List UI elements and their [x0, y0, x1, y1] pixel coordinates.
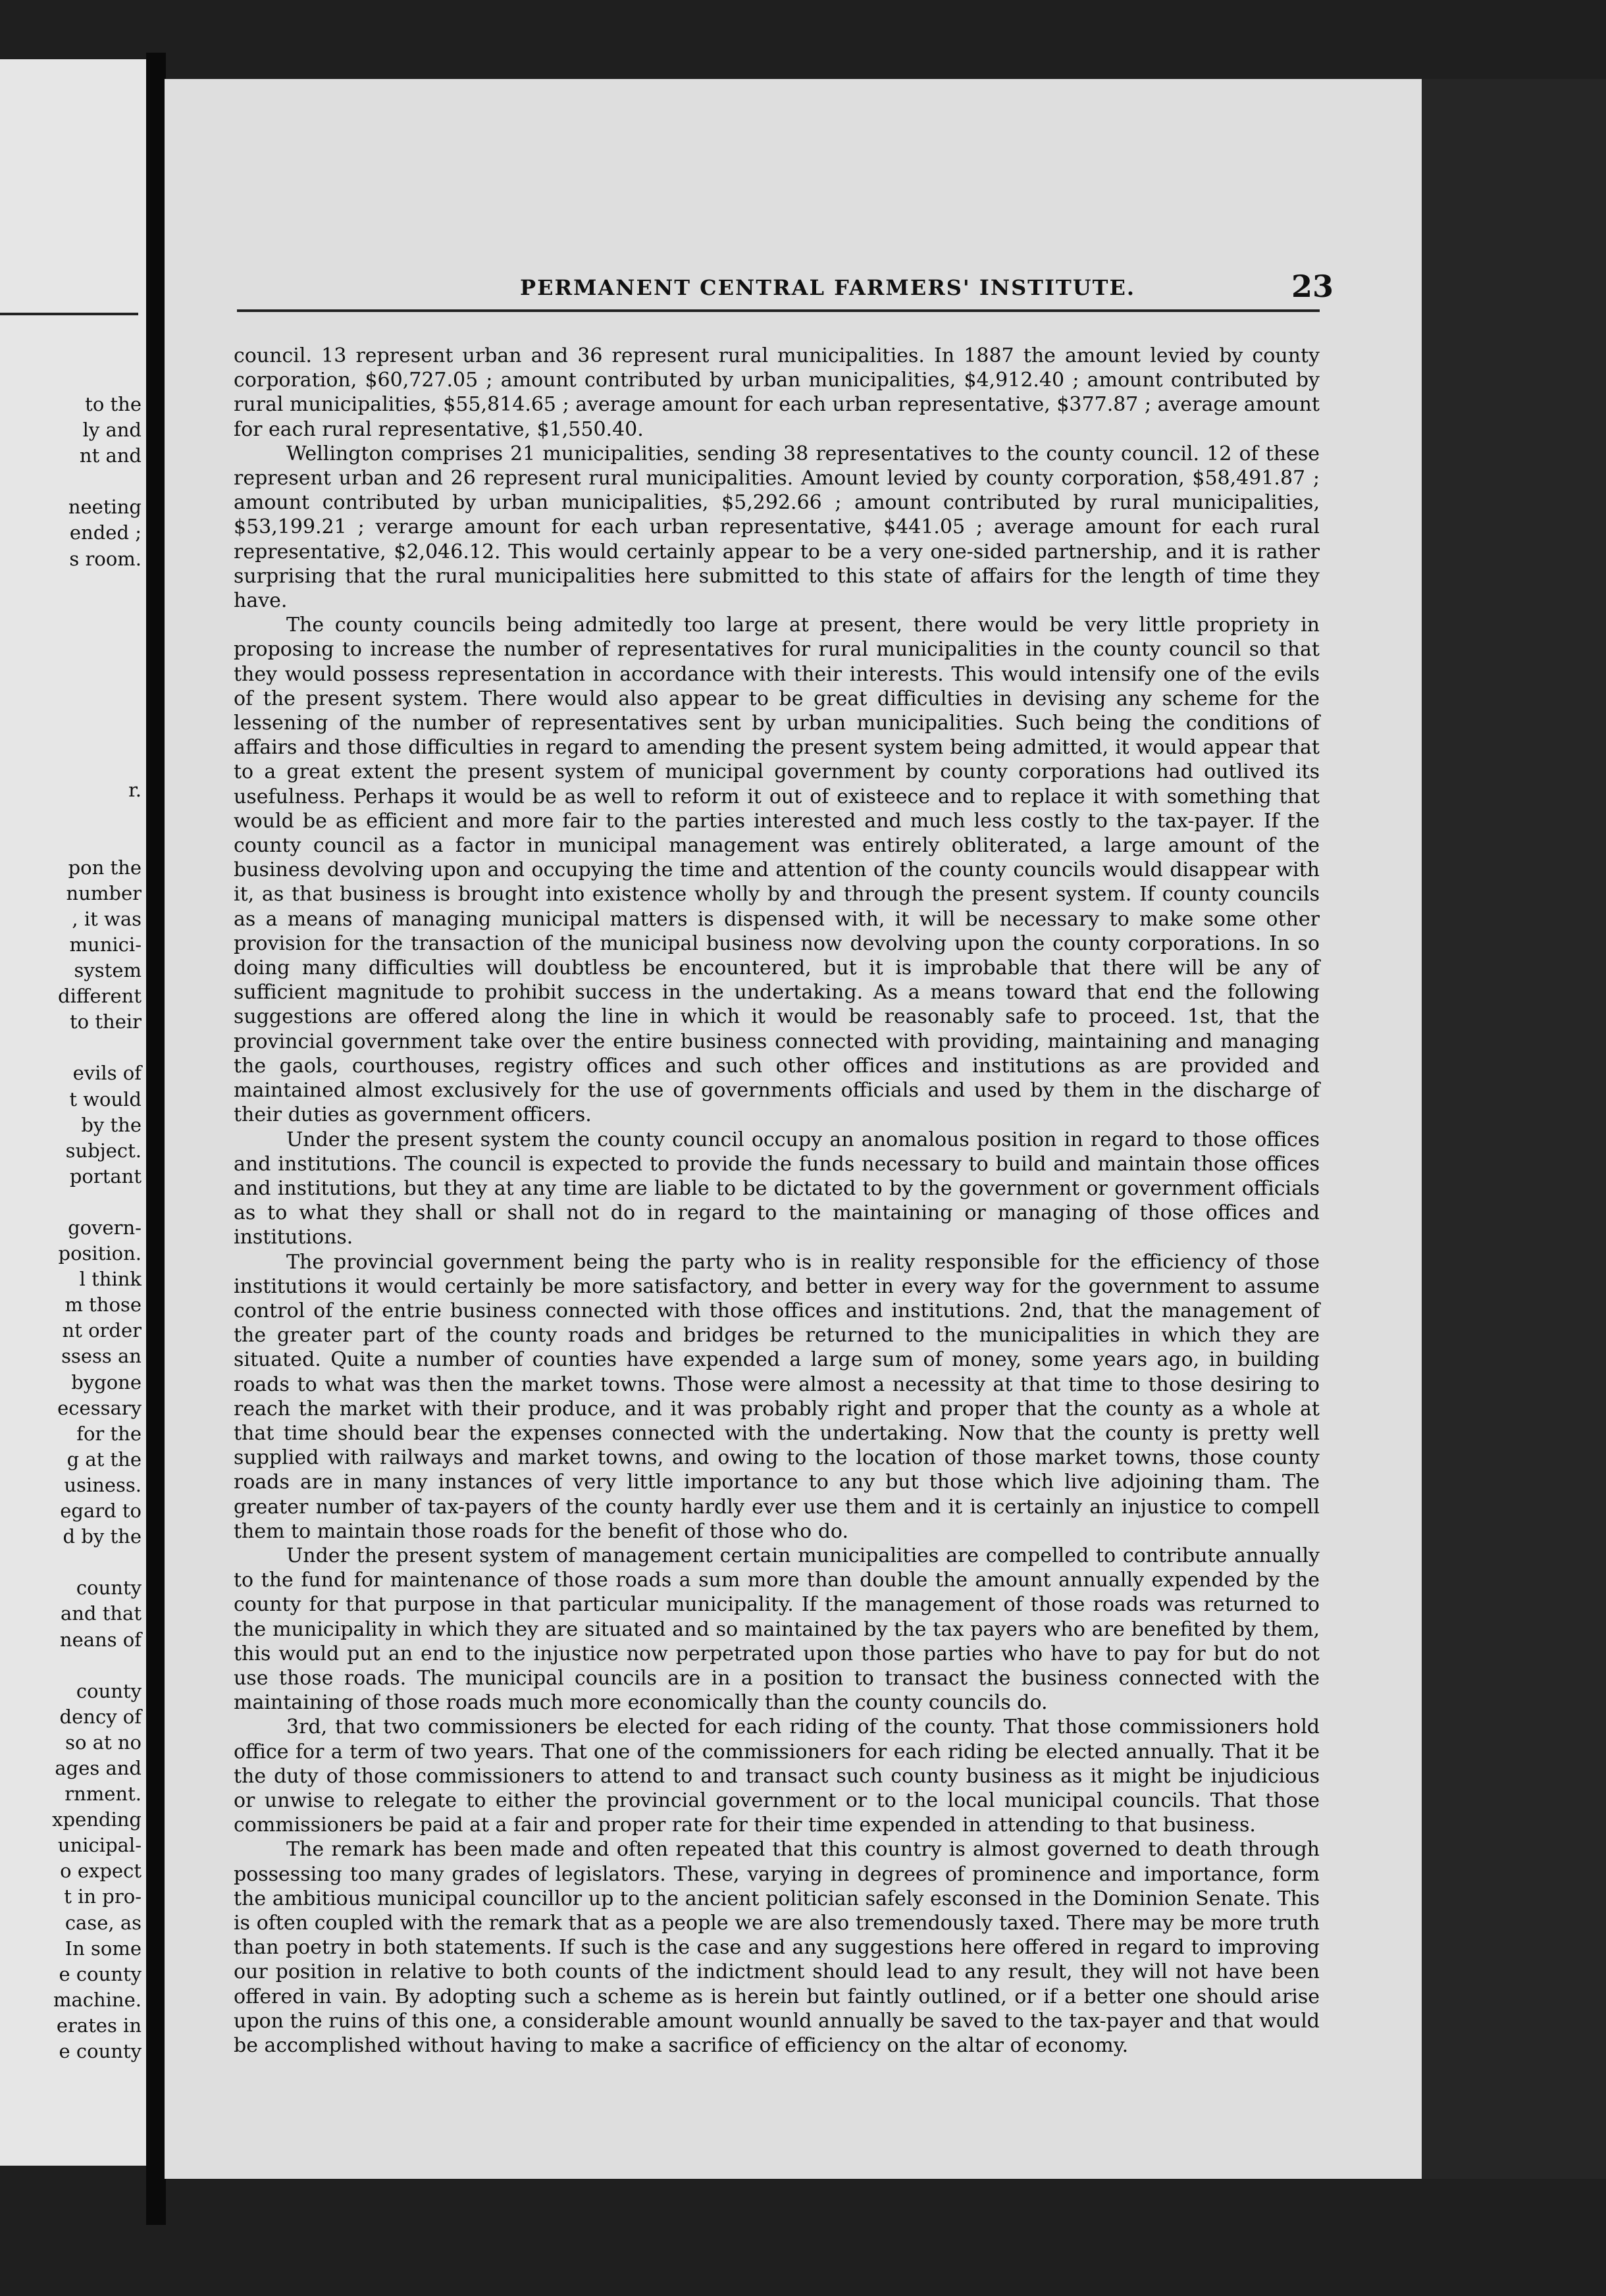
- left-page-line: ages and: [55, 1756, 142, 1779]
- left-page-line: evils of: [72, 1062, 142, 1085]
- paragraph: The provincial government being the party who is in reality responsible for the efficiency of those institutions it would certainly be more satisfactory, and better in every way for the government to assume control of the entrie business connected with those offices and institutions. 2nd, that the management of the greater part of the county roads and bridges be returned to the municipalities in which they are situated. Quite a number of counties have expended a large sum of money, some years ago, in building roads to what was then the market towns. Those were almost a necessity at that time to those desiring to reach the market with their produce, and it was probably right and proper that the county as a whole at that time should bear the expenses connected with the undertaking. Now that the county is pretty well supplied with railways and market towns, and owing to the location of those market towns, those county roads are in many instances of very little importance to any but those which live adjoining tham. The greater number of tax-payers of the county hardly ever use them and it is certainly an injustice to compell them to maintain those roads for the benefit of those who do.: [234, 1250, 1320, 1543]
- header-rule: [237, 309, 1320, 312]
- left-page-line: bygone: [71, 1370, 142, 1394]
- left-page-line: s room.: [69, 547, 142, 570]
- left-page-line: nt and: [79, 444, 142, 467]
- left-page-line: neeting: [68, 496, 142, 519]
- left-page-line: [0, 829, 142, 855]
- left-page-line: t would: [69, 1087, 142, 1110]
- left-page-line: [0, 1035, 142, 1060]
- left-page-line: [0, 1189, 142, 1215]
- left-page-line: [0, 649, 142, 675]
- paragraph: Under the present system the county council occupy an anomalous position in regard to those offices and institutions. The council is expected to provide the funds necessary to build and maintain those offices and institutions, but they at any time are liable to be dictated to by the government or government officials as to what they shall or shall not do in regard to the maintaining or managing of those offices and institutions.: [234, 1128, 1320, 1249]
- running-header: PERMANENT CENTRAL FARMERS' INSTITUTE.: [520, 275, 1136, 300]
- paragraph: The county councils being admitedly too large at present, there would be very little propriety in proposing to increase the number of representatives for rural municipalities in the county council so that they would possess representation in accordance with their interests. This would intensify one of the evils of the present system. There would also appear to be great difficulties in devising any scheme for the lessening of the number of representatives sent by urban municipalities. Such being the conditions of affairs and those difficulties in regard to amending the present system being admitted, it would appear that to a great extent the present system of municipal government by county corporations had outlived its usefulness. Perhaps it would be as well to reform it out of existeece and to replace it with something that would be as efficient and more fair to the parties interested and much less costly to the tax-payer. If the county council as a factor in municipal management was entirely obliterated, a large amount of the business devolving upon and occupying the time and attention of the county councils would disappear with it, as that business is brought into existence wholly by and through the present system. If county councils as a means of managing municipal matters is dispensed with, it will be necessary to make some other provision for the transaction of the municipal business now devolving upon the county corporations. In so doing many difficulties will doubtless be encountered, but it is improbable that there will be any of sufficient magnitude to prohibit success in the undertaking. As a means toward that end the following suggestions are offered along the line in which it would be reasonably safe to proceed. 1st, that the provincial government take over the entire business connected with providing, maintaining and managing the gaols, courthouses, registry offices and such other offices and institutions as are provided and maintained almost exclusively for the use of governments officials and used by them in the discharge of their duties as government officers.: [234, 613, 1320, 1127]
- left-page-line: [0, 804, 142, 829]
- left-page-line: l think: [79, 1268, 142, 1291]
- left-page-line: , it was: [72, 907, 142, 930]
- left-page-line: usiness.: [64, 1473, 142, 1496]
- left-page-line: e county: [59, 2040, 142, 2062]
- left-page-line: ly and: [82, 419, 142, 442]
- left-page-line: so at no: [65, 1731, 142, 1754]
- left-page-line: ecessary: [57, 1396, 142, 1419]
- left-page-line: e county: [59, 1962, 142, 1985]
- left-page-line: neans of: [59, 1628, 142, 1651]
- left-page-line: pon the: [68, 856, 142, 879]
- left-page: [0, 59, 148, 2166]
- left-page-line: [0, 598, 142, 623]
- left-page-line: [0, 700, 142, 726]
- left-page-line: In some: [65, 1937, 142, 1960]
- left-page-line: [0, 572, 142, 598]
- paragraph: 3rd, that two commissioners be elected for each riding of the county. That those commissioners hold office for a term of two years. That one of the commissioners for each riding be elected annually. That it be the duty of those commissioners to attend to and transact such county business as it might be injudicious or unwise to relegate to either the provincial government or to the local municipal councils. That those commissioners be paid at a fair and proper rate for their time expended in attending to that business.: [234, 1715, 1320, 1837]
- left-page-line: for the: [76, 1422, 142, 1445]
- left-page-line: [0, 1653, 142, 1679]
- page-number: 23: [1291, 269, 1334, 304]
- left-page-line: unicipal-: [57, 1834, 142, 1857]
- left-page-line: subject.: [65, 1139, 142, 1162]
- left-page-line: position.: [58, 1242, 142, 1265]
- left-page-line: m those: [65, 1293, 142, 1317]
- left-page-line: to their: [70, 1010, 142, 1033]
- left-page-line: o expect: [60, 1860, 142, 1883]
- paragraph: council. 13 represent urban and 36 represent rural municipalities. In 1887 the amount levied by county corporation, $60,727.05 ; amount contributed by urban municipalities, $4,912.40 ; amount contributed by rural municipalities, $55,814.65 ; average amount for each urban representative, $377.87 ; average amount for each rural representative, $1,550.40.: [234, 344, 1320, 441]
- left-page-line: t in pro-: [64, 1885, 142, 1908]
- left-page-line: ended ;: [69, 521, 142, 544]
- left-page-line: and that: [60, 1602, 142, 1625]
- paragraph: Under the present system of management certain municipalities are compelled to contribute annually to the fund for maintenance of those roads a sum more than double the amount annually expended by the county for that purpose in that particular municipality. If the management of those roads was returned to the municipality in which they are situated and so maintained by the tax payers who are benefited by them, this would put an end to the injustice now perpetrated upon those parties who have to pay for but do not use those roads. The municipal councils are in a position to transact the business connected with the maintaining of those roads much more economically than the county councils do.: [234, 1544, 1320, 1715]
- left-page-line: system: [74, 959, 142, 982]
- left-page-line: [0, 469, 142, 494]
- left-page-line: by the: [81, 1113, 142, 1136]
- page-gutter: [146, 53, 166, 2225]
- left-page-line: r.: [128, 779, 142, 802]
- left-page-line: county: [76, 1577, 142, 1600]
- left-page-line: erates in: [56, 2014, 142, 2037]
- left-page-line: county: [76, 1679, 142, 1702]
- left-page-line: nt order: [62, 1319, 142, 1342]
- left-page-line: xpending: [52, 1808, 142, 1831]
- left-page-line: machine.: [53, 1988, 142, 2011]
- left-page-line: [0, 1550, 142, 1575]
- left-page-line: portant: [69, 1164, 142, 1187]
- left-page-line: d by the: [63, 1525, 142, 1548]
- left-page-line: rnment.: [65, 1783, 142, 1806]
- left-page-line: different: [58, 985, 142, 1008]
- left-page-line: [0, 726, 142, 752]
- left-page-line: [0, 623, 142, 649]
- scan-border: [1422, 79, 1606, 2179]
- left-page-line: case, as: [65, 1911, 142, 1934]
- left-page-line: govern-: [68, 1216, 142, 1239]
- paragraph: The remark has been made and often repeated that this country is almost governed to death through possessing too many grades of legislators. These, varying in degrees of prominence and importance, form the ambitious municipal councillor up to the ancient politician safely esconsed in the Dominion Senate. This is often coupled with the remark that as a people we are also tremendously taxed. There may be more truth than poetry in both statements. If such is the case and any suggestions here offered in regard to improving our position in relative to both counts of the indictment should lead to any result, they will not have been offered in vain. By adopting such a scheme as is herein but faintly outlined, or if a better one should arise upon the ruins of this one, a considerable amount wounld annually be saved to the tax-payer and that would be accomplished without having to make a sacrifice of efficiency on the altar of economy.: [234, 1838, 1320, 2058]
- left-page-text-fragments: [0, 392, 142, 2064]
- left-page-line: [0, 675, 142, 700]
- body-text: [234, 344, 1320, 2058]
- left-page-line: to the: [85, 393, 142, 415]
- left-page-line: ssess an: [61, 1345, 142, 1368]
- left-page-rule: [0, 313, 138, 315]
- left-page-line: [0, 752, 142, 777]
- left-page-line: dency of: [59, 1705, 142, 1728]
- left-page-line: number: [66, 881, 142, 904]
- left-page-line: munici-: [69, 933, 142, 956]
- paragraph: Wellington comprises 21 municipalities, sending 38 representatives to the county council. 12 of these represent urban and 26 represent rural municipalities. Amount levied by county corporation, $58,491.87 ; amount contributed by urban municipalities, $5,292.66 ; amount contributed by rural municipalities, $53,199.21 ; verarge amount for each urban representative, $441.05 ; average amount for each rural representative, $2,046.12. This would certainly appear to be a very one-sided partnership, and it is rather surprising that the rural municipalities here submitted to this state of affairs for the length of time they have.: [234, 442, 1320, 613]
- left-page-line: egard to: [60, 1500, 142, 1523]
- left-page-line: g at the: [66, 1448, 142, 1471]
